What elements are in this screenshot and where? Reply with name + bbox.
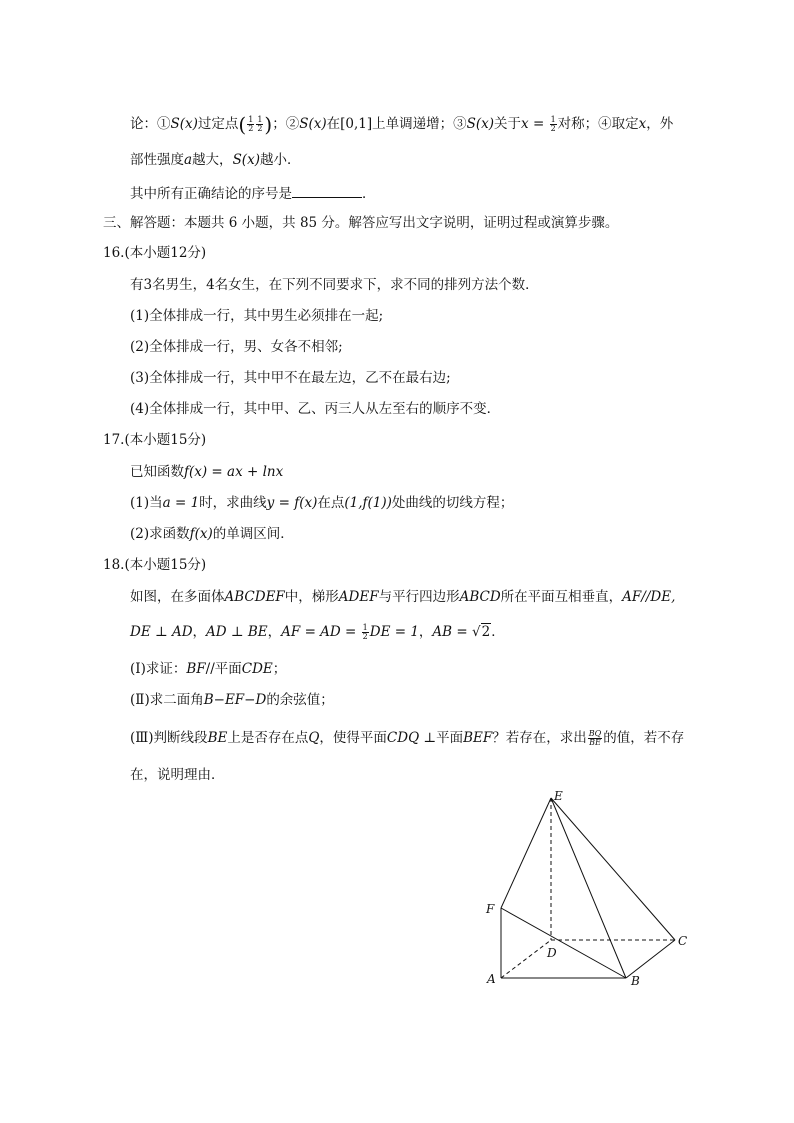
edge-EF [501, 798, 551, 908]
math-a: a [184, 152, 193, 168]
text: 与平行四边形 [378, 589, 460, 605]
text: 的余弦值； [266, 692, 334, 708]
text: ，使得平面 [319, 730, 387, 746]
text: 其中所有正确结论的序号是 [130, 186, 292, 202]
text: 部性强度 [130, 152, 184, 168]
fraction-BQ-BE: $\frac{BQ}{BE}$ [588, 729, 602, 747]
math: B−EF−D [203, 692, 267, 708]
label-A: A [487, 972, 496, 986]
q16-part3: (3)全体排成一行，其中甲不在最左边，乙不在最右边; [130, 370, 451, 386]
math: f(x) [189, 526, 213, 542]
q16-part2: (2)全体排成一行，男、女各不相邻; [130, 339, 343, 355]
text: 中，梯形 [284, 589, 339, 605]
text: 越大， [192, 152, 233, 168]
text: 对称；④取定 [557, 116, 639, 132]
q18-line1 [130, 587, 675, 607]
math: BEF [463, 730, 493, 746]
label-E: E [554, 789, 563, 803]
math: AF = AD = [281, 624, 361, 640]
text: 如图，在多面体 [130, 589, 225, 605]
text: (Ⅱ)求二面角 [130, 692, 204, 708]
q17-heading: 17.(本小题15分) [103, 432, 207, 448]
text: ． [491, 624, 505, 640]
answer-blank [292, 183, 362, 198]
paren-open: ( [238, 112, 247, 137]
edge-EB [551, 798, 626, 978]
text: 在 [326, 116, 341, 132]
math-S: S(x) [299, 116, 327, 132]
text: 上单调递增；③ [372, 116, 467, 132]
text: 已知函数 [130, 464, 184, 480]
polyhedron-figure [470, 780, 700, 995]
text: (Ⅲ)判断线段 [130, 730, 208, 746]
q16-heading: 16.(本小题12分) [103, 245, 207, 261]
text: 时，求曲线 [199, 495, 267, 511]
text: ； [272, 661, 287, 677]
q18-heading: 18.(本小题15分) [103, 557, 207, 573]
label-C: C [678, 934, 688, 948]
q18-part1 [130, 659, 286, 679]
math-sqrt: 2 [481, 624, 491, 640]
text: 在点 [317, 495, 345, 511]
label-F: F [486, 902, 495, 916]
math: BF [186, 661, 206, 677]
section-3-heading: 三、解答题：本题共 6 小题，共 85 分。解答应写出文字说明，证明过程或演算步骤。 [103, 215, 619, 231]
fraction-x: $\frac{1}{2}$ [248, 115, 254, 133]
math: AF//DE, [622, 589, 676, 605]
math: y = f(x) [266, 495, 318, 511]
edge-FB [501, 908, 626, 978]
q17-part2 [130, 524, 294, 544]
q15-line3 [130, 183, 376, 204]
text: ， [192, 624, 207, 640]
math: AB = [432, 624, 472, 640]
q16-part4: (4)全体排成一行，其中甲、乙、丙三人从左至右的顺序不变． [130, 401, 501, 417]
text: ；② [272, 116, 300, 132]
q18-part3-cont: 在，说明理由． [130, 767, 225, 783]
text: 上是否存在点 [227, 730, 309, 746]
text: 所在平面互相垂直， [500, 589, 623, 605]
text: (2)求函数 [130, 526, 190, 542]
math: (1,f(1)) [344, 495, 392, 511]
math-S: S(x) [170, 116, 198, 132]
text: 关于 [494, 116, 522, 132]
text: 论：① [130, 116, 171, 132]
text: 平面 [436, 730, 464, 746]
text: ？若存在，求出 [492, 730, 587, 746]
edge-BC [626, 940, 675, 978]
text: ， [267, 624, 282, 640]
q16-stem: 有3名男生，4名女生，在下列不同要求下，求不同的排列方法个数． [130, 277, 539, 293]
math: Q [308, 730, 320, 746]
math-x: x [638, 116, 647, 132]
q18-line2: DE ⊥ AD，AD ⊥ BE，AF = AD = $\frac{1}{2}$ DE = 1，AB = √2． [130, 623, 505, 641]
text: (Ⅰ)求证： [130, 661, 187, 677]
math: AD ⊥ BE [206, 624, 268, 640]
q17-part1 [130, 493, 513, 513]
q16-part1: (1)全体排成一行，其中男生必须排在一起; [130, 308, 384, 324]
text: 过定点 [197, 116, 239, 132]
text: 的值，若不存 [603, 730, 685, 746]
text: 的单调区间． [212, 526, 294, 542]
q17-stem [130, 462, 283, 482]
text: 处曲线的切线方程； [391, 495, 514, 511]
q18-part3 [130, 728, 684, 748]
q15-line1 [130, 114, 673, 135]
text: ． [362, 186, 376, 202]
q18-part2 [130, 690, 334, 710]
text: ，外 [646, 116, 674, 132]
math: ABCD [459, 589, 501, 605]
math-interval: [0,1] [340, 116, 373, 132]
math: CDE [241, 661, 273, 677]
edge-EC [551, 798, 675, 940]
math: ABCDEF [224, 589, 285, 605]
label-D: D [547, 946, 557, 960]
math: BE [207, 730, 228, 746]
text: (1)当 [130, 495, 163, 511]
math-S: S(x) [466, 116, 495, 132]
math: ADEF [338, 589, 379, 605]
fraction-half: $\frac{1}{2}$ [550, 115, 556, 133]
text: //平面 [205, 661, 242, 677]
math-S: S(x) [232, 152, 260, 168]
text: ， [418, 624, 433, 640]
fraction-y: $\frac{1}{2}$ [257, 115, 263, 133]
paren-close: ) [264, 112, 273, 137]
math: DE ⊥ AD [130, 624, 193, 640]
math: DE = 1 [369, 624, 419, 640]
edge-AD [501, 940, 551, 978]
math: CDQ ⊥ [386, 730, 437, 746]
math: a = 1 [162, 495, 200, 511]
fraction-half: $\frac{1}{2}$ [362, 623, 368, 641]
q15-line2 [130, 150, 300, 170]
text: 越小． [259, 152, 301, 168]
label-B: B [631, 974, 640, 988]
math-function: f(x) = ax + lnx [184, 464, 284, 480]
math-eq: x = [521, 116, 549, 132]
